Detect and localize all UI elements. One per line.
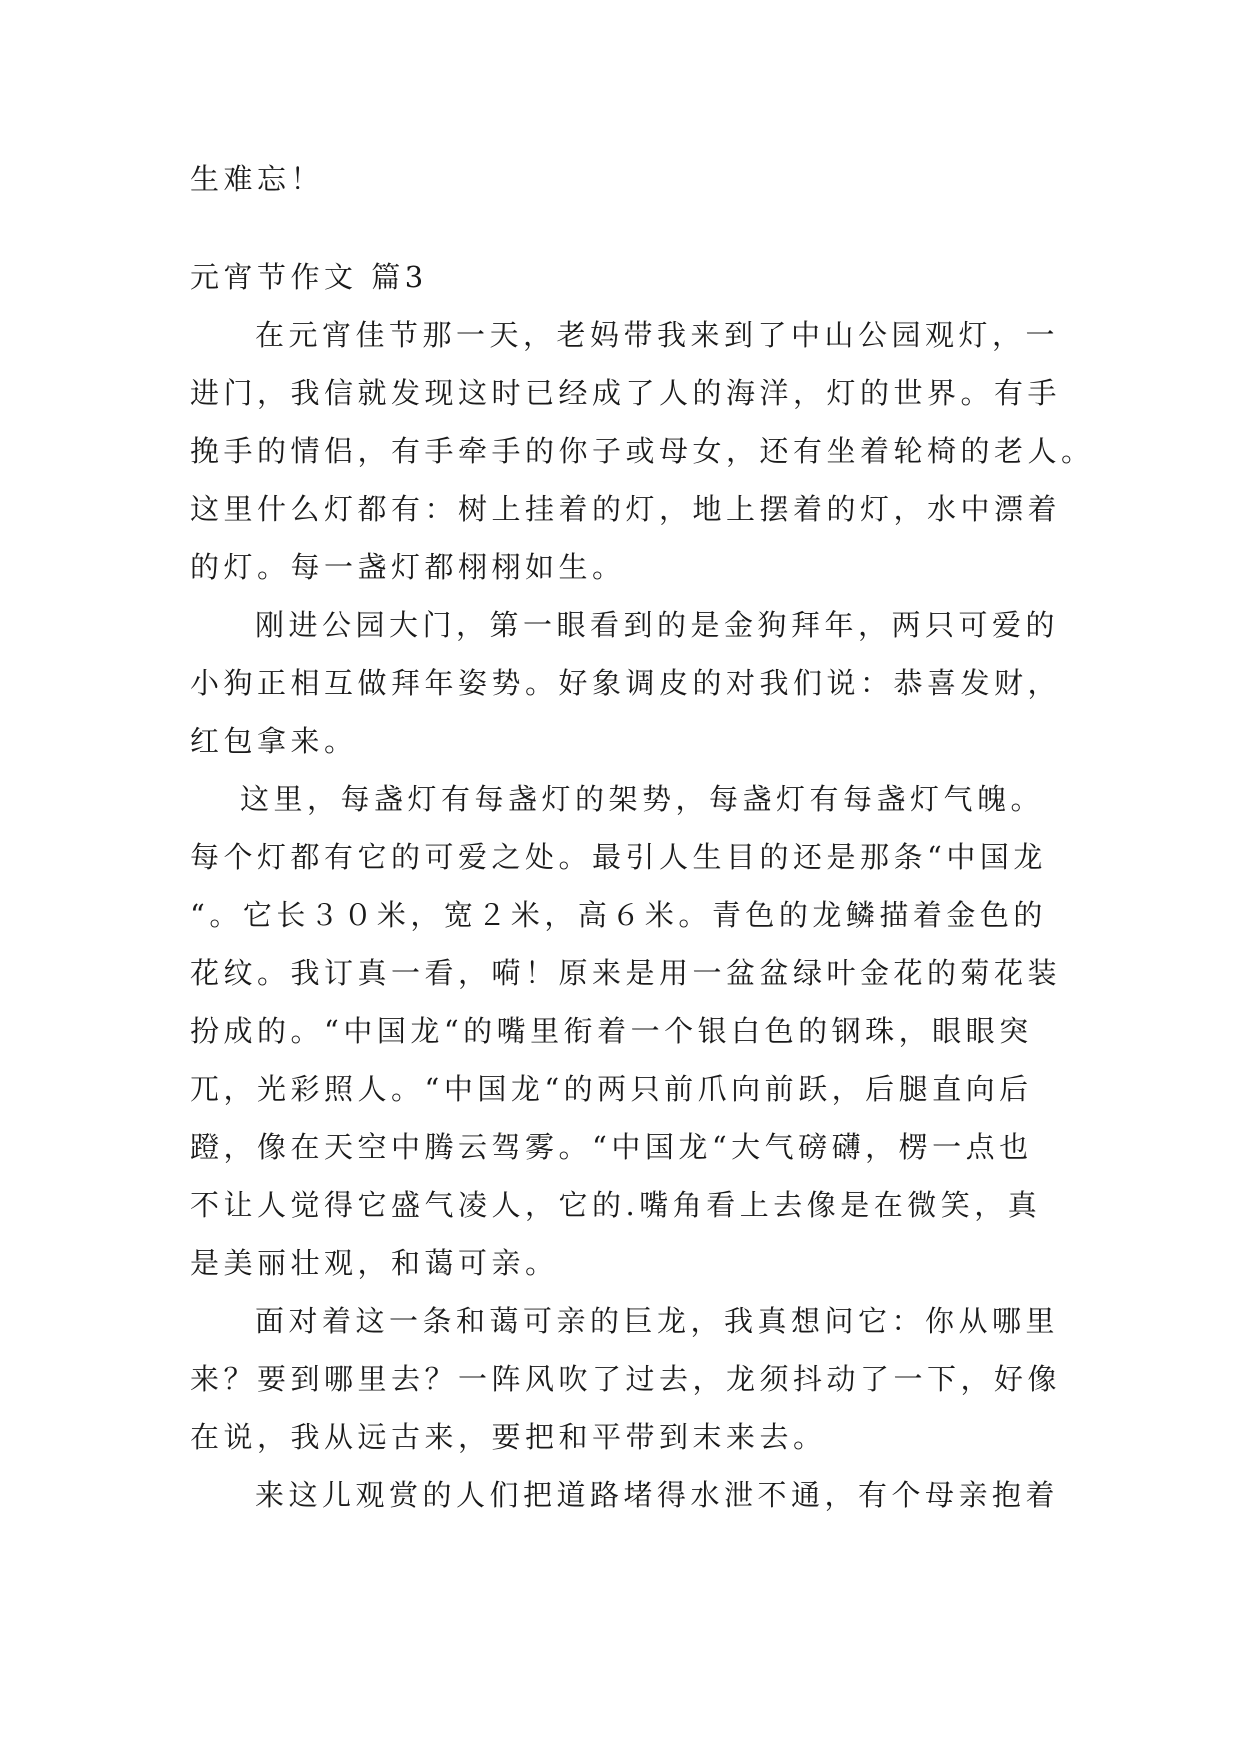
text-line: 在说，我从远古来，要把和平带到末来去。 bbox=[190, 1420, 827, 1454]
section-gap bbox=[190, 208, 1055, 248]
text-line: 兀，光彩照人。“中国龙“的两只前爪向前跃，后腿直向后 bbox=[190, 1072, 1033, 1106]
text-line: 是美丽壮观，和蔼可亲。 bbox=[190, 1246, 559, 1280]
text-line: “。它长３０米，宽２米，高６米。青色的龙鳞描着金色的 bbox=[190, 898, 1047, 932]
continuation-line: 生难忘！ bbox=[190, 162, 325, 196]
text-line: 扮成的。“中国龙“的嘴里衔着一个银白色的钢珠，眼眼突 bbox=[190, 1014, 1033, 1048]
paragraph-1 bbox=[190, 306, 1095, 596]
text-line: 的灯。每一盏灯都栩栩如生。 bbox=[190, 550, 626, 584]
text-line: 来？要到哪里去？一阵风吹了过去，龙须抖动了一下，好像 bbox=[190, 1362, 1062, 1396]
paragraph-4 bbox=[190, 1292, 1062, 1466]
text-line: 这里，每盏灯有每盏灯的架势，每盏灯有每盏灯气魄。 bbox=[240, 782, 1045, 816]
text-line: 在元宵佳节那一天，老妈带我来到了中山公园观灯，一 bbox=[255, 318, 1060, 352]
text-line: 每个灯都有它的可爱之处。最引人生目的还是那条“中国龙 bbox=[190, 840, 1047, 874]
text-line: 面对着这一条和蔼可亲的巨龙，我真想问它：你从哪里 bbox=[255, 1304, 1060, 1338]
text-line: 进门，我信就发现这时已经成了人的海洋，灯的世界。有手 bbox=[190, 376, 1062, 410]
paragraph-5 bbox=[190, 1466, 1060, 1524]
text-line: 刚进公园大门，第一眼看到的是金狗拜年，两只可爱的 bbox=[255, 608, 1060, 642]
text-line: 挽手的情侣，有手牵手的你子或母女，还有坐着轮椅的老人。 bbox=[190, 434, 1095, 468]
paragraph-3 bbox=[190, 770, 1062, 1292]
document-page bbox=[190, 150, 1095, 1524]
text-line: 小狗正相互做拜年姿势。好象调皮的对我们说：恭喜发财， bbox=[190, 666, 1062, 700]
section-title: 元宵节作文 篇3 bbox=[190, 260, 428, 294]
text-line: 红包拿来。 bbox=[190, 724, 358, 758]
text-line: 花纹。我订真一看，嗬！原来是用一盆盆绿叶金花的菊花装 bbox=[190, 956, 1062, 990]
text-line: 蹬，像在天空中腾云驾雾。“中国龙“大气磅礴，楞一点也 bbox=[190, 1130, 1033, 1164]
text-line: 这里什么灯都有：树上挂着的灯，地上摆着的灯，水中漂着 bbox=[190, 492, 1062, 526]
paragraph-2 bbox=[190, 596, 1062, 770]
text-line: 不让人觉得它盛气凌人，它的.嘴角看上去像是在微笑，真 bbox=[190, 1188, 1042, 1222]
text-line: 来这儿观赏的人们把道路堵得水泄不通，有个母亲抱着 bbox=[255, 1478, 1060, 1512]
